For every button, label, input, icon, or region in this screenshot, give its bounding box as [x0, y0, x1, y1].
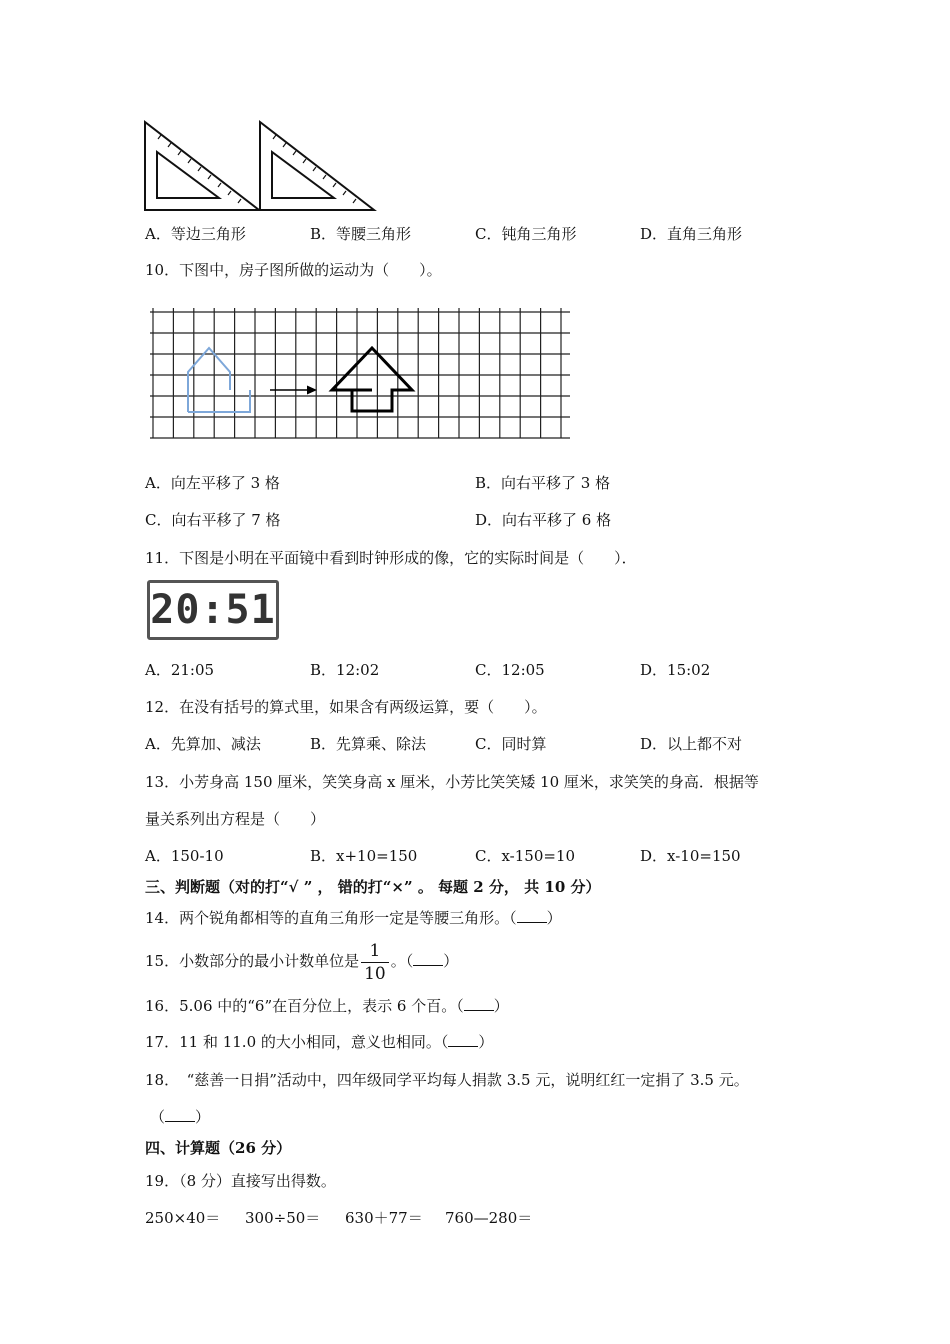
q9-option-a[interactable]: A．等边三角形 — [145, 225, 246, 243]
moved-house-shape — [332, 348, 412, 411]
q14-text: 14．两个锐角都相等的直角三角形一定是等腰三角形。（ — [145, 909, 517, 927]
q19-expr-4: 760—280＝ — [445, 1209, 533, 1227]
q11-option-d[interactable]: D．15:02 — [640, 661, 711, 679]
clock-digits: 20:51 — [150, 587, 276, 633]
q13-stem-line2: 量关系列出方程是（ ） — [145, 810, 326, 828]
q13-option-b[interactable]: B．x+10=150 — [310, 847, 418, 865]
q16-statement — [145, 996, 509, 1016]
set-square-figure-2 — [258, 118, 378, 212]
q17-close-paren: ） — [478, 1033, 494, 1051]
q15-close-paren: ） — [443, 952, 459, 970]
q13-option-a[interactable]: A．150-10 — [145, 847, 224, 865]
q19-stem: 19．（8 分）直接写出得数。 — [145, 1172, 336, 1190]
q12-option-b[interactable]: B．先算乘、除法 — [310, 735, 427, 753]
q12-option-d[interactable]: D．以上都不对 — [640, 735, 743, 753]
house-translation-grid — [145, 300, 575, 450]
q13-stem-line1: 13．小芳身高 150 厘米，笑笑身高 x 厘米，小芳比笑笑矮 10 厘米，求笑笑的身高．根据等 — [145, 773, 759, 791]
q16-text: 16．5.06 中的“6”在百分位上，表示 6 个百。（ — [145, 997, 464, 1015]
q13-option-c[interactable]: C．x-150=10 — [475, 847, 576, 865]
q18-close-paren: ） — [195, 1108, 211, 1126]
q14-answer-blank[interactable] — [517, 908, 547, 923]
q9-option-b[interactable]: B．等腰三角形 — [310, 225, 412, 243]
q12-stem: 12．在没有括号的算式里，如果含有两级运算，要（ ）。 — [145, 698, 547, 716]
q9-option-c[interactable]: C．钝角三角形 — [475, 225, 577, 243]
section3-title: 三、判断题（对的打“√ ” ， 错的打“×” 。 每题 2 分， 共 10 分） — [145, 878, 601, 896]
q19-expr-1: 250×40＝ — [145, 1209, 221, 1227]
q9-option-d[interactable]: D．直角三角形 — [640, 225, 743, 243]
q17-answer-blank[interactable] — [448, 1032, 478, 1047]
q18-answer-line — [150, 1107, 210, 1127]
q15-after: 。（ — [390, 952, 414, 970]
section4-title: 四、计算题（26 分） — [145, 1139, 292, 1157]
q10-option-b[interactable]: B．向右平移了 3 格 — [475, 474, 611, 492]
arrow-head-icon — [307, 386, 317, 395]
q14-statement — [145, 908, 562, 928]
q10-stem: 10．下图中，房子图所做的运动为（ ）。 — [145, 261, 442, 279]
q10-option-d[interactable]: D．向右平移了 6 格 — [475, 511, 612, 529]
fraction-denominator: 10 — [364, 963, 386, 984]
digital-clock-mirror — [147, 580, 279, 640]
q19-expr-2: 300÷50＝ — [245, 1209, 321, 1227]
q15-answer-blank[interactable] — [413, 951, 443, 966]
q17-statement — [145, 1032, 493, 1052]
q16-answer-blank[interactable] — [464, 996, 494, 1011]
q12-option-c[interactable]: C．同时算 — [475, 735, 547, 753]
fraction-one-tenth — [361, 940, 389, 985]
q12-option-a[interactable]: A．先算加、减法 — [145, 735, 261, 753]
q17-text: 17．11 和 11.0 的大小相同，意义也相同。（ — [145, 1033, 449, 1051]
q10-option-c[interactable]: C．向右平移了 7 格 — [145, 511, 281, 529]
q19-expr-3: 630＋77＝ — [345, 1209, 423, 1227]
set-square-figure-1 — [143, 118, 263, 212]
q18-answer-blank[interactable] — [165, 1107, 195, 1122]
q15-text: 15．小数部分的最小计数单位是 — [145, 952, 360, 970]
q18-statement: 18． “慈善一日捐”活动中，四年级同学平均每人捐款 3.5 元，说明红红一定捐了 3.5 元。 — [145, 1071, 749, 1089]
q10-option-a[interactable]: A．向左平移了 3 格 — [145, 474, 280, 492]
q11-stem: 11．下图是小明在平面镜中看到时钟形成的像，它的实际时间是（ ）． — [145, 549, 637, 567]
q18-open-paren: （ — [150, 1108, 166, 1126]
q13-option-d[interactable]: D．x-10=150 — [640, 847, 741, 865]
fraction-numerator: 1 — [361, 940, 389, 963]
q11-option-a[interactable]: A．21:05 — [145, 661, 215, 679]
q16-close-paren: ） — [493, 997, 509, 1015]
q14-close-paren: ） — [546, 909, 562, 927]
q15-statement — [145, 938, 458, 985]
q11-option-b[interactable]: B．12:02 — [310, 661, 380, 679]
q11-option-c[interactable]: C．12:05 — [475, 661, 545, 679]
